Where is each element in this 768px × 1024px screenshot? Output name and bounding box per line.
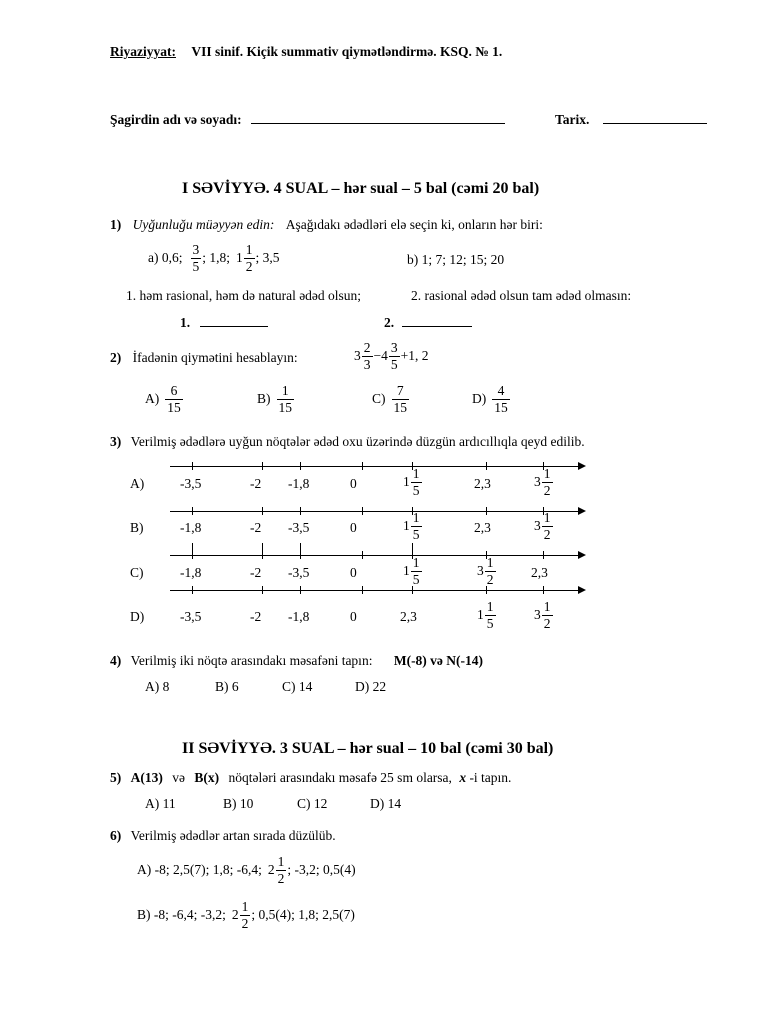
- axis-tick: [362, 462, 363, 470]
- axis-value: 2,3: [474, 476, 491, 491]
- number-line-axis: [170, 511, 578, 512]
- q4-option-d[interactable]: D) 22: [355, 679, 387, 694]
- mixed-fraction: $\frac{1}{2}$: [543, 599, 551, 631]
- axis-value: 2,3: [400, 609, 417, 624]
- axis-value: 0: [350, 476, 357, 491]
- q6-number: 6): [110, 828, 122, 843]
- q4-points: M(-8) və N(-14): [393, 653, 484, 668]
- axis-value: -2: [250, 565, 262, 580]
- q5-option-a[interactable]: A) 11: [145, 796, 176, 811]
- axis-value: -2: [250, 520, 262, 535]
- axis-tick: [192, 543, 193, 551]
- arrow-icon: [578, 462, 586, 470]
- mixed-fraction: $\frac{1}{2}$: [543, 510, 551, 542]
- axis-value-mixed: [477, 600, 497, 630]
- student-name-label: Şagirdin adı və soyadı:: [110, 112, 242, 127]
- q1-text: Aşağıdakı ədədləri elə seçin ki, onların hər biri:: [285, 217, 543, 232]
- axis-value-mixed: [403, 467, 423, 497]
- q1-answer-1-field[interactable]: [200, 326, 268, 327]
- mixed-whole: 1: [403, 518, 410, 534]
- q2-option-d[interactable]: D) $\frac{4}{15}$: [472, 383, 508, 415]
- axis-value: 0: [350, 565, 357, 580]
- student-name-field[interactable]: [251, 123, 505, 124]
- level1-heading: I SƏVİYYƏ. 4 SUAL – hər sual – 5 bal (cəmi 20 bal): [182, 180, 540, 197]
- q4-option-b[interactable]: B) 6: [215, 679, 239, 694]
- axis-tick: [412, 586, 413, 594]
- axis-value: -3,5: [180, 609, 202, 624]
- q1-prompt: [110, 218, 543, 232]
- number-line-axis: [170, 555, 578, 556]
- axis-tick: [192, 586, 193, 594]
- axis-tick: [486, 586, 487, 594]
- mixed-whole: 3: [534, 518, 541, 534]
- axis-tick: [362, 551, 363, 559]
- axis-tick: [262, 551, 263, 559]
- number-line-axis: [170, 466, 578, 467]
- q1-answer-2: 2.: [384, 316, 472, 330]
- axis-tick: [192, 462, 193, 470]
- level2-heading: II SƏVİYYƏ. 3 SUAL – hər sual – 10 bal (cəmi 30 bal): [182, 740, 554, 757]
- q5-number: 5): [110, 770, 122, 785]
- axis-value: 0: [350, 609, 357, 624]
- q4-number: 4): [110, 653, 122, 668]
- q6-prompt: [110, 829, 336, 843]
- q5-option-b[interactable]: B) 10: [223, 796, 254, 811]
- arrow-icon: [578, 551, 586, 559]
- axis-value: 0: [350, 520, 357, 535]
- q1-answer-2-field[interactable]: [402, 326, 472, 327]
- q4-option-c[interactable]: C) 14: [282, 679, 313, 694]
- axis-tick: [300, 543, 301, 551]
- axis-value-mixed: [477, 556, 497, 586]
- q1-set-b: b) 1; 7; 12; 15; 20: [407, 252, 505, 267]
- axis-tick: [486, 507, 487, 515]
- axis-tick: [192, 507, 193, 515]
- q1-a-mixed: 1 $\frac{1}{2}$: [236, 242, 253, 274]
- mixed-whole: 1: [403, 563, 410, 579]
- axis-tick: [262, 507, 263, 515]
- mixed-whole: 1: [477, 607, 484, 623]
- q4-option-a[interactable]: A) 8: [145, 679, 170, 694]
- axis-tick: [486, 462, 487, 470]
- q3-option-label[interactable]: D): [130, 609, 145, 624]
- test-info: VII sinif. Kiçik summativ qiymətləndirmə. KSQ. № 1.: [191, 44, 503, 59]
- axis-value: -1,8: [288, 476, 310, 491]
- axis-tick: [362, 507, 363, 515]
- mixed-fraction: $\frac{1}{5}$: [412, 466, 420, 498]
- axis-tick: [300, 551, 301, 559]
- axis-value: -3,5: [180, 476, 202, 491]
- date-field[interactable]: [603, 123, 707, 124]
- arrow-icon: [578, 507, 586, 515]
- axis-tick: [412, 543, 413, 551]
- q1-a-suffix: ; 3,5: [255, 250, 280, 266]
- mixed-whole: 3: [534, 474, 541, 490]
- axis-tick: [300, 507, 301, 515]
- q1-answer-1: 1.: [180, 316, 268, 330]
- axis-value-mixed: [403, 511, 423, 541]
- q4-prompt: [110, 654, 483, 668]
- axis-value: -3,5: [288, 565, 310, 580]
- axis-value: 2,3: [474, 520, 491, 535]
- axis-value: -1,8: [288, 609, 310, 624]
- q1-condition-1: 1. həm rasional, həm də natural ədəd olsun;: [126, 288, 362, 303]
- q2-option-a[interactable]: A) $\frac{6}{15}$: [145, 383, 181, 415]
- axis-value-mixed: [403, 556, 423, 586]
- mixed-fraction: $\frac{1}{2}$: [486, 555, 494, 587]
- number-line-axis: [170, 590, 578, 591]
- q4-text: Verilmiş iki nöqtə arasındakı məsafəni tapın:: [130, 653, 373, 668]
- q6-option-b[interactable]: B) -8; -6,4; -3,2; 2 $\frac{1}{2}$ ; 0,5(4); 1,8; 2,5(7): [137, 899, 355, 931]
- axis-tick: [262, 543, 263, 551]
- mixed-fraction: $\frac{1}{5}$: [412, 510, 420, 542]
- q6-text: Verilmiş ədədlər artan sırada düzülüb.: [130, 828, 336, 843]
- q1-instruction: Uyğunluğu müəyyən edin:: [132, 217, 275, 232]
- q3-option-label[interactable]: A): [130, 476, 145, 491]
- subject-label: Riyaziyyat:: [110, 44, 176, 59]
- q5-option-c[interactable]: C) 12: [297, 796, 328, 811]
- q1-number: 1): [110, 217, 122, 232]
- q2-number: 2): [110, 350, 122, 365]
- q3-option-label[interactable]: C): [130, 565, 144, 580]
- axis-tick: [192, 551, 193, 559]
- mixed-fraction: $\frac{1}{5}$: [412, 555, 420, 587]
- header: [110, 45, 502, 59]
- mixed-whole: 1: [403, 474, 410, 490]
- q6-option-a[interactable]: A) -8; 2,5(7); 1,8; -6,4; 2 $\frac{1}{2}$ ; -3,2; 0,5(4): [137, 854, 356, 886]
- axis-value-mixed: [534, 511, 554, 541]
- q2-option-b[interactable]: B) $\frac{1}{15}$: [257, 383, 292, 415]
- q3-number: 3): [110, 434, 122, 449]
- axis-value: -1,8: [180, 565, 202, 580]
- q2-expression: 3 $\frac{2}{3}$ −4 $\frac{3}{5}$ +1, 2: [354, 340, 429, 372]
- q5-option-d[interactable]: D) 14: [370, 796, 402, 811]
- q1-set-a: [148, 243, 280, 273]
- q2-prompt: [110, 351, 298, 365]
- arrow-icon: [578, 586, 586, 594]
- mixed-whole: 3: [534, 607, 541, 623]
- axis-value-mixed: [534, 467, 554, 497]
- q2-text: İfadənin qiymətini hesablayın:: [132, 350, 298, 365]
- axis-tick: [262, 462, 263, 470]
- axis-tick: [300, 462, 301, 470]
- axis-tick: [543, 551, 544, 559]
- student-name-line: [110, 113, 505, 127]
- date-line: [555, 113, 707, 127]
- axis-tick: [543, 586, 544, 594]
- date-label: Tarix.: [555, 112, 590, 127]
- q5-prompt: 5) A(13) və B(x) nöqtələri arasındakı məsafə 25 sm olarsa, x -i tapın.: [110, 770, 512, 785]
- q1-a-fraction: $\frac{3}{5}$: [192, 242, 200, 274]
- axis-value: -2: [250, 609, 262, 624]
- axis-tick: [362, 586, 363, 594]
- mixed-fraction: $\frac{1}{2}$: [543, 466, 551, 498]
- axis-value: 2,3: [531, 565, 548, 580]
- axis-value: -3,5: [288, 520, 310, 535]
- q2-option-c[interactable]: C) $\frac{7}{15}$: [372, 383, 407, 415]
- q1-a-prefix: a) 0,6;: [148, 250, 183, 266]
- q3-option-label[interactable]: B): [130, 520, 144, 535]
- q1-a-mid: ; 1,8;: [202, 250, 231, 266]
- axis-value-mixed: [534, 600, 554, 630]
- q1-condition-2: 2. rasional ədəd olsun tam ədəd olmasın:: [411, 288, 632, 303]
- axis-tick: [300, 586, 301, 594]
- axis-value: -1,8: [180, 520, 202, 535]
- mixed-whole: 3: [477, 563, 484, 579]
- axis-tick: [262, 586, 263, 594]
- mixed-fraction: $\frac{1}{5}$: [486, 599, 494, 631]
- q3-prompt: [110, 435, 585, 449]
- q3-text: Verilmiş ədədlərə uyğun nöqtələr ədəd oxu üzərində düzgün ardıcıllıqla qeyd edilib.: [130, 434, 585, 449]
- axis-value: -2: [250, 476, 262, 491]
